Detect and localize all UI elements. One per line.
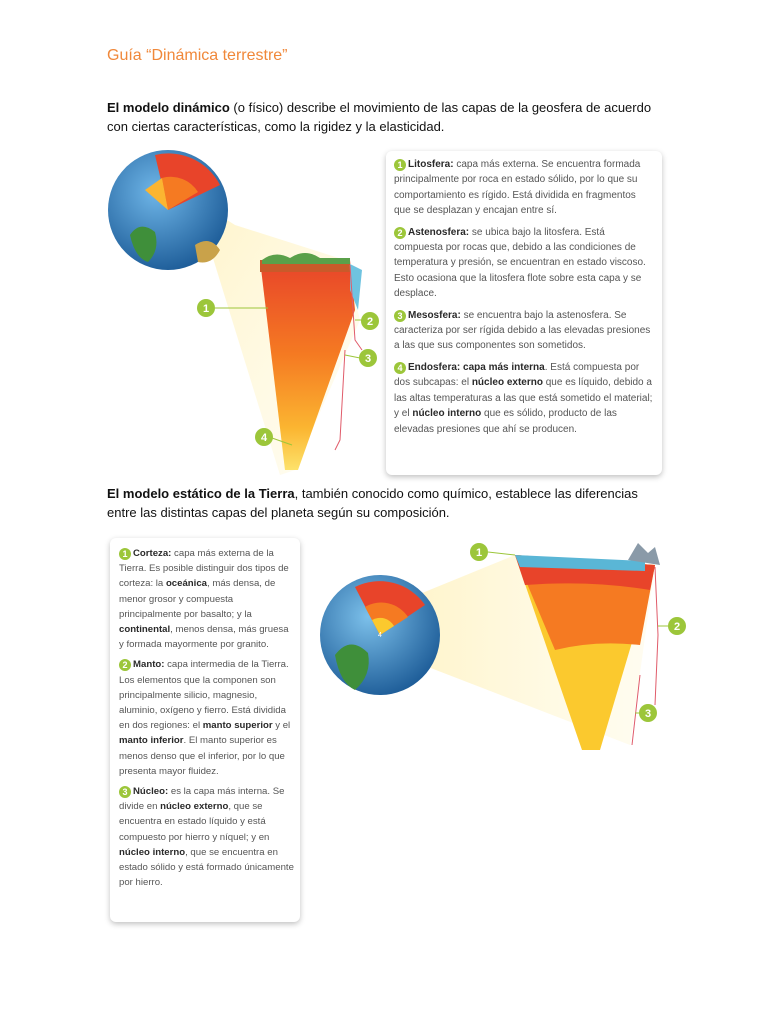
layer-term: Mesosfera: (408, 309, 461, 321)
layer-term: Litosfera: (408, 159, 454, 170)
layer-item-crust (119, 546, 294, 652)
emphasis-text: núcleo externo (160, 801, 229, 813)
layer-item-lithosphere (394, 157, 654, 219)
leader-line (345, 355, 360, 358)
globe-core-label: 4 (378, 632, 382, 639)
layer-bracket (655, 567, 658, 705)
layer-term: Núcleo: (133, 786, 169, 798)
number-badge: 2 (119, 659, 131, 671)
emphasis-text: núcleo interno (412, 408, 482, 420)
number-badge: 3 (394, 310, 406, 322)
layer-item-asthenosphere (394, 225, 654, 302)
dynamic-model-description: (o físico) describe el movimiento de las capas de la geosfera de acuerdo con ciertas características, como la rigidez y la elasticidad. (107, 100, 652, 134)
static-model-intro (107, 484, 667, 522)
layer-term: Corteza: (133, 548, 172, 559)
emphasis-text: oceánica (165, 578, 208, 590)
layer-term: Astenosfera: (408, 226, 470, 238)
label-badge-1-text: 1 (475, 547, 483, 559)
text-part: , más densa, de menor grosor y compuesta principalmente por basalto; y la (119, 578, 276, 620)
leader-line (488, 552, 515, 555)
text-part: capa más externa de la Tierra. Es posible distinguir dos tipos de corteza: la (119, 548, 289, 590)
layer-description: se encuentra bajo la astenosfera. Se caracteriza por ser rígida debido a las elevadas presiones a las que sus componentes son sometidos. (394, 309, 651, 352)
number-badge: 2 (394, 227, 406, 239)
label-badge-2-text: 2 (673, 621, 681, 633)
layer-term: Endosfera: (408, 361, 461, 373)
surface-terrain (262, 253, 350, 264)
emphasis-text: núcleo interno (119, 846, 186, 858)
page-title: Guía “Dinámica terrestre” (107, 47, 288, 64)
emphasis-text: manto inferior (119, 735, 184, 747)
number-badge: 4 (394, 362, 406, 374)
layer-item-core (119, 784, 294, 890)
text-part: . El manto superior es menos denso que el inferior, por lo que presenta mayor fluidez. (119, 735, 285, 777)
number-badge: 1 (119, 548, 131, 560)
text-part: , menos densa, más gruesa y formada mayormente por granito. (119, 624, 289, 651)
text-part: , que se encuentra en estado sólido y está formado únicamente por hierro. (119, 846, 294, 889)
static-earth-illustration (310, 525, 710, 765)
label-badge-4-text: 4 (260, 432, 268, 444)
text-part: capa intermedia de la Tierra. Los elementos que la componen son principalmente silicio, magnesio, aluminio, oxígeno y fierro. Está dividida en dos regiones: el (119, 659, 289, 732)
static-model-figure (310, 525, 710, 765)
dynamic-model-figure (100, 140, 400, 490)
label-badge-3-text: 3 (644, 708, 652, 720)
text-part: . Está compuesta por dos subcapas: el (394, 361, 640, 389)
emphasis-text: continental (119, 624, 171, 636)
number-badge: 1 (394, 159, 406, 171)
label-badge-2-text: 2 (366, 316, 374, 328)
emphasis-text: núcleo externo (471, 377, 543, 389)
dynamic-earth-illustration (100, 140, 400, 490)
layer-item-endosphere (394, 360, 654, 437)
label-badge-3-text: 3 (364, 353, 372, 365)
static-model-heading: El modelo estático de la Tierra (107, 486, 295, 501)
layer-item-mesosphere (394, 308, 654, 354)
dynamic-model-heading: El modelo dinámico (107, 100, 230, 115)
emphasis-text: manto superior (202, 720, 273, 732)
static-layers-box (110, 538, 300, 922)
dynamic-model-intro (107, 98, 667, 136)
dynamic-layers-box (386, 151, 662, 475)
text-part: y el (272, 720, 291, 732)
label-badge-1-text: 1 (202, 303, 210, 315)
emphasis-text: capa más interna (463, 361, 545, 373)
number-badge: 3 (119, 786, 131, 798)
text-part: que es líquido, debido a las altas temperaturas a las que está sometido el material; y el (394, 377, 653, 420)
text-part: es la capa más interna. Se divide en (119, 786, 285, 813)
layer-description: se ubica bajo la litosfera. Está compuesta por rocas que, debido a las condiciones de temperatura y presión, se encuentran en estado viscoso. Esto ocasiona que la litosfera flote sobre esta capa y se desplace. (394, 226, 646, 300)
layer-term: Manto: (133, 659, 165, 671)
static-model-description: , también conocido como químico, establece las diferencias entre las distintas capas del planeta según su composición. (107, 486, 638, 520)
layer-item-mantle (119, 657, 294, 779)
layer-description: capa más externa. Se encuentra formada principalmente por roca en estado sólido, por lo que su comportamiento es rígido. Está dividida en fragmentos que se desplazan y encajan entre sí. (394, 159, 641, 217)
text-part: , que se encuentra en estado líquido y está compuesto por hierro y níquel; y en (119, 801, 270, 843)
text-part: que es sólido, producto de las elevadas presiones que ahí se producen. (394, 408, 617, 435)
